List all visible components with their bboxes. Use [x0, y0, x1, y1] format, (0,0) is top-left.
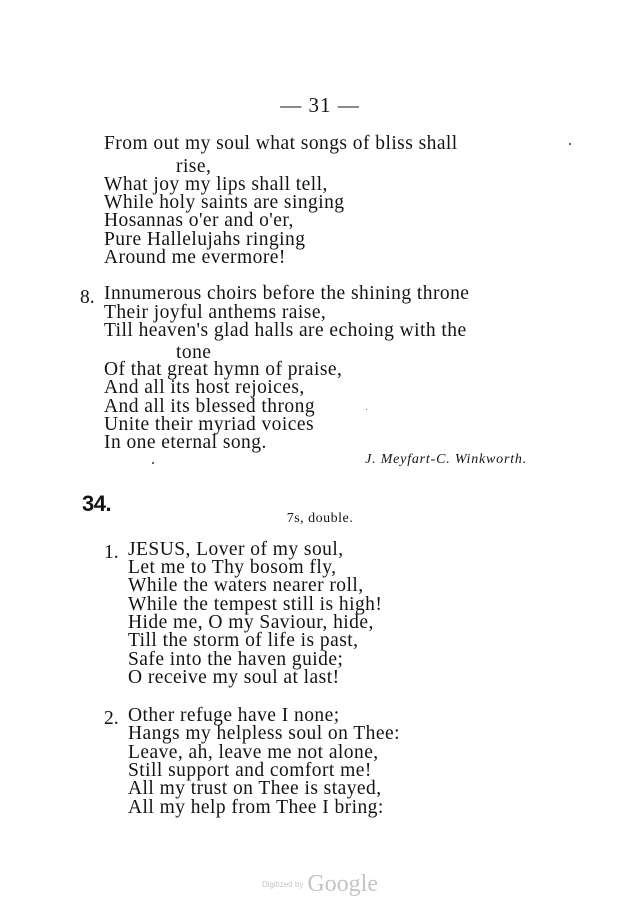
verse-line: All my help from Thee I bring:	[128, 797, 384, 818]
verse-line: Hosannas o'er and o'er,	[104, 210, 294, 231]
verse-line: Till the storm of life is past,	[128, 630, 359, 651]
verse-line: All my trust on Thee is stayed,	[128, 778, 382, 799]
verse-line: Hide me, O my Saviour, hide,	[128, 612, 374, 633]
verse-line: Safe into the haven guide;	[128, 649, 344, 670]
verse-line: Let me to Thy bosom fly,	[128, 557, 337, 578]
verse-line: rise,	[176, 156, 212, 177]
verse-number: 1.	[104, 542, 119, 563]
verse-line: Still support and comfort me!	[128, 760, 372, 781]
verse-line: JESUS, Lover of my soul,	[128, 539, 344, 560]
verse-line: While holy saints are singing	[104, 192, 345, 213]
verse-line: While the waters nearer roll,	[128, 575, 364, 596]
page-number: — 31 —	[280, 93, 360, 117]
hymn-number: 34.	[82, 491, 112, 516]
verse-line: In one eternal song.	[104, 432, 267, 453]
hymn-meter: 7s, double.	[286, 511, 354, 526]
verse-line: Around me evermore!	[104, 247, 286, 268]
verse-line: And all its blessed throng	[104, 396, 316, 417]
verse-line: Hangs my helpless soul on Thee:	[128, 723, 400, 744]
google-logo: Google	[307, 871, 378, 897]
verse-line: Other refuge have I none;	[128, 705, 340, 726]
verse-line: From out my soul what songs of bliss shall	[104, 133, 458, 154]
verse-line: Leave, ah, leave me not alone,	[128, 742, 379, 763]
verse-line: Till heaven's glad halls are echoing with the	[104, 320, 467, 341]
verse-line: Their joyful anthems raise,	[104, 302, 327, 323]
verse-line: O receive my soul at last!	[128, 667, 340, 688]
print-speck	[569, 143, 571, 145]
verse-line: Pure Hallelujahs ringing	[104, 229, 306, 250]
attribution: J. Meyfart-C. Winkworth.	[365, 452, 527, 467]
verse-line: And all its host rejoices,	[104, 377, 305, 398]
verse-line: Innumerous choirs before the shining throne	[104, 283, 470, 304]
verse-line: tone	[176, 342, 212, 363]
verse-line: While the tempest still is high!	[128, 594, 383, 615]
digitized-by-footer	[0, 871, 640, 898]
verse-line: What joy my lips shall tell,	[104, 174, 328, 195]
verse-number: 2.	[104, 708, 119, 729]
verse-number: 8.	[80, 287, 95, 308]
print-speck	[366, 409, 367, 410]
verse-line: Of that great hymn of praise,	[104, 359, 343, 380]
print-speck	[152, 462, 154, 464]
digitized-by-text: Digitized by	[261, 880, 304, 889]
verse-line: Unite their myriad voices	[104, 414, 314, 435]
